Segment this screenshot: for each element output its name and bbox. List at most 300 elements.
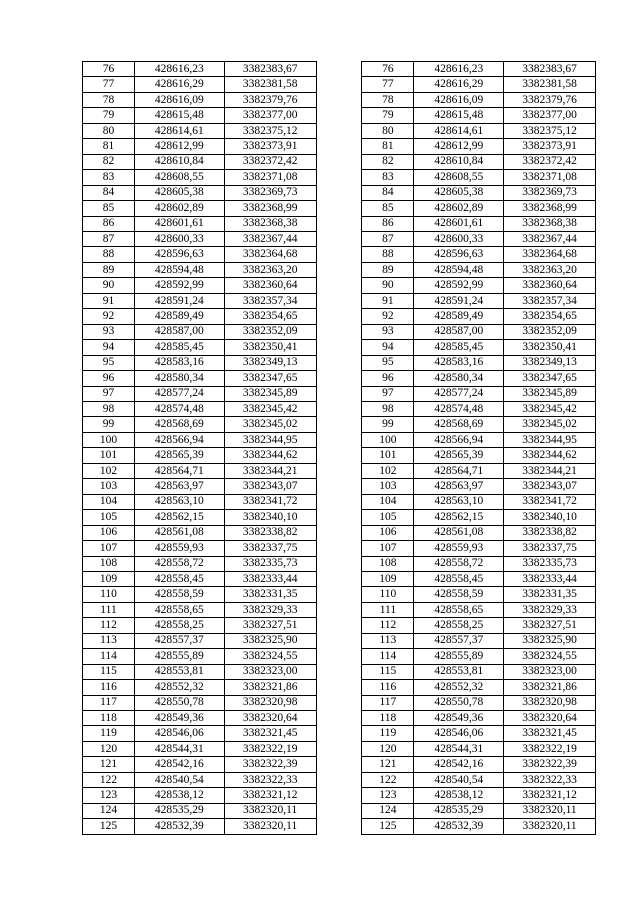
- table-row: [83, 803, 596, 818]
- table-row: [83, 571, 596, 586]
- right-y-coordinate-cell: 3382375,12: [504, 123, 596, 138]
- left-point-number-cell: 86: [83, 216, 135, 231]
- column-gap: [316, 386, 362, 401]
- left-y-coordinate-cell: 3382381,58: [224, 77, 316, 92]
- right-x-coordinate-cell: 428558,65: [414, 602, 504, 617]
- table-row: [83, 772, 596, 787]
- right-point-number-cell: 111: [362, 602, 414, 617]
- right-y-coordinate-cell: 3382333,44: [504, 571, 596, 586]
- column-gap: [316, 371, 362, 386]
- coordinate-table: [82, 61, 596, 835]
- column-gap: [316, 479, 362, 494]
- right-y-coordinate-cell: 3382357,34: [504, 293, 596, 308]
- right-y-coordinate-cell: 3382345,89: [504, 386, 596, 401]
- left-x-coordinate-cell: 428553,81: [135, 664, 225, 679]
- right-x-coordinate-cell: 428600,33: [414, 231, 504, 246]
- left-x-coordinate-cell: 428616,29: [135, 77, 225, 92]
- left-point-number-cell: 117: [83, 695, 135, 710]
- right-point-number-cell: 96: [362, 371, 414, 386]
- right-point-number-cell: 121: [362, 757, 414, 772]
- column-gap: [316, 741, 362, 756]
- right-point-number-cell: 76: [362, 62, 414, 77]
- left-x-coordinate-cell: 428555,89: [135, 649, 225, 664]
- left-y-coordinate-cell: 3382368,99: [224, 201, 316, 216]
- left-point-number-cell: 120: [83, 741, 135, 756]
- table-row: [83, 340, 596, 355]
- right-x-coordinate-cell: 428616,29: [414, 77, 504, 92]
- right-point-number-cell: 87: [362, 231, 414, 246]
- coordinate-table-body: [83, 62, 596, 835]
- right-point-number-cell: 120: [362, 741, 414, 756]
- column-gap: [316, 587, 362, 602]
- right-point-number-cell: 116: [362, 680, 414, 695]
- right-y-coordinate-cell: 3382347,65: [504, 371, 596, 386]
- right-y-coordinate-cell: 3382344,95: [504, 432, 596, 447]
- right-y-coordinate-cell: 3382368,38: [504, 216, 596, 231]
- right-x-coordinate-cell: 428589,49: [414, 309, 504, 324]
- left-y-coordinate-cell: 3382321,45: [224, 726, 316, 741]
- left-point-number-cell: 111: [83, 602, 135, 617]
- column-gap: [316, 278, 362, 293]
- table-row: [83, 185, 596, 200]
- right-y-coordinate-cell: 3382322,19: [504, 741, 596, 756]
- left-point-number-cell: 106: [83, 525, 135, 540]
- table-row: [83, 139, 596, 154]
- left-point-number-cell: 122: [83, 772, 135, 787]
- left-x-coordinate-cell: 428612,99: [135, 139, 225, 154]
- right-y-coordinate-cell: 3382321,45: [504, 726, 596, 741]
- table-row: [83, 726, 596, 741]
- left-point-number-cell: 121: [83, 757, 135, 772]
- table-row: [83, 401, 596, 416]
- left-y-coordinate-cell: 3382345,42: [224, 401, 316, 416]
- table-row: [83, 448, 596, 463]
- left-point-number-cell: 96: [83, 371, 135, 386]
- column-gap: [316, 510, 362, 525]
- table-row: [83, 92, 596, 107]
- right-point-number-cell: 105: [362, 510, 414, 525]
- left-point-number-cell: 81: [83, 139, 135, 154]
- column-gap: [316, 309, 362, 324]
- left-x-coordinate-cell: 428589,49: [135, 309, 225, 324]
- left-y-coordinate-cell: 3382337,75: [224, 541, 316, 556]
- left-x-coordinate-cell: 428564,71: [135, 463, 225, 478]
- table-row: [83, 788, 596, 803]
- table-row: [83, 62, 596, 77]
- left-x-coordinate-cell: 428565,39: [135, 448, 225, 463]
- left-point-number-cell: 95: [83, 355, 135, 370]
- right-point-number-cell: 104: [362, 494, 414, 509]
- right-x-coordinate-cell: 428592,99: [414, 278, 504, 293]
- table-row: [83, 154, 596, 169]
- column-gap: [316, 154, 362, 169]
- right-x-coordinate-cell: 428614,61: [414, 123, 504, 138]
- column-gap: [316, 139, 362, 154]
- right-point-number-cell: 114: [362, 649, 414, 664]
- right-y-coordinate-cell: 3382368,99: [504, 201, 596, 216]
- table-row: [83, 231, 596, 246]
- table-row: [83, 324, 596, 339]
- right-point-number-cell: 101: [362, 448, 414, 463]
- right-y-coordinate-cell: 3382367,44: [504, 231, 596, 246]
- column-gap: [316, 680, 362, 695]
- column-gap: [316, 170, 362, 185]
- right-y-coordinate-cell: 3382325,90: [504, 633, 596, 648]
- column-gap: [316, 541, 362, 556]
- left-y-coordinate-cell: 3382327,51: [224, 618, 316, 633]
- left-point-number-cell: 107: [83, 541, 135, 556]
- right-x-coordinate-cell: 428565,39: [414, 448, 504, 463]
- right-y-coordinate-cell: 3382345,02: [504, 417, 596, 432]
- left-x-coordinate-cell: 428616,23: [135, 62, 225, 77]
- left-x-coordinate-cell: 428546,06: [135, 726, 225, 741]
- right-y-coordinate-cell: 3382354,65: [504, 309, 596, 324]
- right-point-number-cell: 115: [362, 664, 414, 679]
- right-point-number-cell: 108: [362, 556, 414, 571]
- left-x-coordinate-cell: 428591,24: [135, 293, 225, 308]
- left-point-number-cell: 76: [83, 62, 135, 77]
- right-x-coordinate-cell: 428568,69: [414, 417, 504, 432]
- table-row: [83, 757, 596, 772]
- left-point-number-cell: 100: [83, 432, 135, 447]
- left-point-number-cell: 78: [83, 92, 135, 107]
- left-y-coordinate-cell: 3382340,10: [224, 510, 316, 525]
- table-row: [83, 355, 596, 370]
- right-y-coordinate-cell: 3382337,75: [504, 541, 596, 556]
- left-y-coordinate-cell: 3382368,38: [224, 216, 316, 231]
- left-point-number-cell: 77: [83, 77, 135, 92]
- right-y-coordinate-cell: 3382363,20: [504, 262, 596, 277]
- table-row: [83, 680, 596, 695]
- left-point-number-cell: 124: [83, 803, 135, 818]
- right-y-coordinate-cell: 3382322,33: [504, 772, 596, 787]
- left-y-coordinate-cell: 3382333,44: [224, 571, 316, 586]
- right-y-coordinate-cell: 3382340,10: [504, 510, 596, 525]
- left-y-coordinate-cell: 3382335,73: [224, 556, 316, 571]
- table-row: [83, 525, 596, 540]
- left-y-coordinate-cell: 3382322,33: [224, 772, 316, 787]
- left-point-number-cell: 110: [83, 587, 135, 602]
- table-row: [83, 108, 596, 123]
- right-y-coordinate-cell: 3382320,11: [504, 803, 596, 818]
- column-gap: [316, 633, 362, 648]
- right-x-coordinate-cell: 428564,71: [414, 463, 504, 478]
- right-x-coordinate-cell: 428558,72: [414, 556, 504, 571]
- right-y-coordinate-cell: 3382320,11: [504, 819, 596, 834]
- column-gap: [316, 355, 362, 370]
- left-x-coordinate-cell: 428574,48: [135, 401, 225, 416]
- left-y-coordinate-cell: 3382325,90: [224, 633, 316, 648]
- left-point-number-cell: 94: [83, 340, 135, 355]
- right-y-coordinate-cell: 3382352,09: [504, 324, 596, 339]
- left-point-number-cell: 89: [83, 262, 135, 277]
- right-y-coordinate-cell: 3382320,98: [504, 695, 596, 710]
- right-y-coordinate-cell: 3382321,12: [504, 788, 596, 803]
- right-point-number-cell: 93: [362, 324, 414, 339]
- table-row: [83, 417, 596, 432]
- right-y-coordinate-cell: 3382383,67: [504, 62, 596, 77]
- right-x-coordinate-cell: 428580,34: [414, 371, 504, 386]
- left-y-coordinate-cell: 3382321,86: [224, 680, 316, 695]
- left-x-coordinate-cell: 428558,72: [135, 556, 225, 571]
- right-point-number-cell: 98: [362, 401, 414, 416]
- left-x-coordinate-cell: 428558,25: [135, 618, 225, 633]
- right-point-number-cell: 94: [362, 340, 414, 355]
- left-y-coordinate-cell: 3382321,12: [224, 788, 316, 803]
- table-row: [83, 247, 596, 262]
- right-y-coordinate-cell: 3382327,51: [504, 618, 596, 633]
- column-gap: [316, 649, 362, 664]
- table-row: [83, 618, 596, 633]
- right-point-number-cell: 86: [362, 216, 414, 231]
- right-point-number-cell: 92: [362, 309, 414, 324]
- left-y-coordinate-cell: 3382377,00: [224, 108, 316, 123]
- right-point-number-cell: 118: [362, 711, 414, 726]
- left-point-number-cell: 109: [83, 571, 135, 586]
- right-y-coordinate-cell: 3382331,35: [504, 587, 596, 602]
- right-point-number-cell: 90: [362, 278, 414, 293]
- left-y-coordinate-cell: 3382347,65: [224, 371, 316, 386]
- right-x-coordinate-cell: 428535,29: [414, 803, 504, 818]
- right-point-number-cell: 124: [362, 803, 414, 818]
- left-point-number-cell: 93: [83, 324, 135, 339]
- left-x-coordinate-cell: 428583,16: [135, 355, 225, 370]
- table-row: [83, 819, 596, 834]
- right-x-coordinate-cell: 428549,36: [414, 711, 504, 726]
- column-gap: [316, 571, 362, 586]
- left-point-number-cell: 104: [83, 494, 135, 509]
- right-x-coordinate-cell: 428615,48: [414, 108, 504, 123]
- right-x-coordinate-cell: 428559,93: [414, 541, 504, 556]
- left-point-number-cell: 103: [83, 479, 135, 494]
- left-y-coordinate-cell: 3382329,33: [224, 602, 316, 617]
- left-x-coordinate-cell: 428550,78: [135, 695, 225, 710]
- left-y-coordinate-cell: 3382320,64: [224, 711, 316, 726]
- right-x-coordinate-cell: 428596,63: [414, 247, 504, 262]
- left-y-coordinate-cell: 3382357,34: [224, 293, 316, 308]
- column-gap: [316, 726, 362, 741]
- right-point-number-cell: 99: [362, 417, 414, 432]
- right-x-coordinate-cell: 428558,25: [414, 618, 504, 633]
- right-point-number-cell: 122: [362, 772, 414, 787]
- right-y-coordinate-cell: 3382344,21: [504, 463, 596, 478]
- right-x-coordinate-cell: 428553,81: [414, 664, 504, 679]
- right-y-coordinate-cell: 3382335,73: [504, 556, 596, 571]
- table-row: [83, 587, 596, 602]
- table-row: [83, 309, 596, 324]
- column-gap: [316, 401, 362, 416]
- left-y-coordinate-cell: 3382322,39: [224, 757, 316, 772]
- column-gap: [316, 602, 362, 617]
- column-gap: [316, 618, 362, 633]
- right-y-coordinate-cell: 3382323,00: [504, 664, 596, 679]
- left-point-number-cell: 105: [83, 510, 135, 525]
- left-y-coordinate-cell: 3382343,07: [224, 479, 316, 494]
- left-x-coordinate-cell: 428608,55: [135, 170, 225, 185]
- left-x-coordinate-cell: 428535,29: [135, 803, 225, 818]
- left-point-number-cell: 99: [83, 417, 135, 432]
- right-y-coordinate-cell: 3382341,72: [504, 494, 596, 509]
- left-point-number-cell: 91: [83, 293, 135, 308]
- column-gap: [316, 556, 362, 571]
- left-x-coordinate-cell: 428600,33: [135, 231, 225, 246]
- right-x-coordinate-cell: 428557,37: [414, 633, 504, 648]
- right-point-number-cell: 89: [362, 262, 414, 277]
- table-row: [83, 649, 596, 664]
- right-point-number-cell: 106: [362, 525, 414, 540]
- column-gap: [316, 108, 362, 123]
- right-y-coordinate-cell: 3382322,39: [504, 757, 596, 772]
- right-point-number-cell: 79: [362, 108, 414, 123]
- right-y-coordinate-cell: 3382373,91: [504, 139, 596, 154]
- right-x-coordinate-cell: 428558,59: [414, 587, 504, 602]
- right-x-coordinate-cell: 428605,38: [414, 185, 504, 200]
- right-x-coordinate-cell: 428558,45: [414, 571, 504, 586]
- column-gap: [316, 772, 362, 787]
- right-x-coordinate-cell: 428587,00: [414, 324, 504, 339]
- left-x-coordinate-cell: 428616,09: [135, 92, 225, 107]
- left-x-coordinate-cell: 428580,34: [135, 371, 225, 386]
- left-y-coordinate-cell: 3382345,02: [224, 417, 316, 432]
- left-y-coordinate-cell: 3382375,12: [224, 123, 316, 138]
- left-point-number-cell: 108: [83, 556, 135, 571]
- right-y-coordinate-cell: 3382349,13: [504, 355, 596, 370]
- right-point-number-cell: 109: [362, 571, 414, 586]
- right-point-number-cell: 123: [362, 788, 414, 803]
- right-x-coordinate-cell: 428563,10: [414, 494, 504, 509]
- left-x-coordinate-cell: 428563,10: [135, 494, 225, 509]
- right-point-number-cell: 77: [362, 77, 414, 92]
- left-y-coordinate-cell: 3382331,35: [224, 587, 316, 602]
- column-gap: [316, 494, 362, 509]
- right-point-number-cell: 78: [362, 92, 414, 107]
- left-y-coordinate-cell: 3382352,09: [224, 324, 316, 339]
- right-y-coordinate-cell: 3382360,64: [504, 278, 596, 293]
- column-gap: [316, 185, 362, 200]
- right-point-number-cell: 85: [362, 201, 414, 216]
- table-row: [83, 216, 596, 231]
- right-x-coordinate-cell: 428552,32: [414, 680, 504, 695]
- left-x-coordinate-cell: 428568,69: [135, 417, 225, 432]
- left-x-coordinate-cell: 428587,00: [135, 324, 225, 339]
- left-x-coordinate-cell: 428540,54: [135, 772, 225, 787]
- column-gap: [316, 788, 362, 803]
- left-y-coordinate-cell: 3382344,21: [224, 463, 316, 478]
- column-gap: [316, 62, 362, 77]
- column-gap: [316, 711, 362, 726]
- left-x-coordinate-cell: 428532,39: [135, 819, 225, 834]
- right-point-number-cell: 81: [362, 139, 414, 154]
- left-y-coordinate-cell: 3382345,89: [224, 386, 316, 401]
- left-y-coordinate-cell: 3382363,20: [224, 262, 316, 277]
- left-y-coordinate-cell: 3382349,13: [224, 355, 316, 370]
- table-row: [83, 556, 596, 571]
- right-y-coordinate-cell: 3382344,62: [504, 448, 596, 463]
- column-gap: [316, 695, 362, 710]
- left-x-coordinate-cell: 428577,24: [135, 386, 225, 401]
- left-x-coordinate-cell: 428566,94: [135, 432, 225, 447]
- left-y-coordinate-cell: 3382344,62: [224, 448, 316, 463]
- right-y-coordinate-cell: 3382343,07: [504, 479, 596, 494]
- right-x-coordinate-cell: 428532,39: [414, 819, 504, 834]
- left-x-coordinate-cell: 428549,36: [135, 711, 225, 726]
- right-x-coordinate-cell: 428540,54: [414, 772, 504, 787]
- right-y-coordinate-cell: 3382345,42: [504, 401, 596, 416]
- right-x-coordinate-cell: 428591,24: [414, 293, 504, 308]
- right-point-number-cell: 84: [362, 185, 414, 200]
- column-gap: [316, 340, 362, 355]
- left-point-number-cell: 115: [83, 664, 135, 679]
- left-x-coordinate-cell: 428601,61: [135, 216, 225, 231]
- left-y-coordinate-cell: 3382367,44: [224, 231, 316, 246]
- column-gap: [316, 247, 362, 262]
- left-x-coordinate-cell: 428538,12: [135, 788, 225, 803]
- left-x-coordinate-cell: 428615,48: [135, 108, 225, 123]
- right-x-coordinate-cell: 428566,94: [414, 432, 504, 447]
- right-y-coordinate-cell: 3382371,08: [504, 170, 596, 185]
- column-gap: [316, 77, 362, 92]
- right-x-coordinate-cell: 428610,84: [414, 154, 504, 169]
- right-x-coordinate-cell: 428616,09: [414, 92, 504, 107]
- table-row: [83, 262, 596, 277]
- right-point-number-cell: 97: [362, 386, 414, 401]
- right-y-coordinate-cell: 3382364,68: [504, 247, 596, 262]
- right-point-number-cell: 102: [362, 463, 414, 478]
- left-y-coordinate-cell: 3382372,42: [224, 154, 316, 169]
- column-gap: [316, 757, 362, 772]
- left-x-coordinate-cell: 428596,63: [135, 247, 225, 262]
- column-gap: [316, 92, 362, 107]
- column-gap: [316, 123, 362, 138]
- right-x-coordinate-cell: 428538,12: [414, 788, 504, 803]
- left-point-number-cell: 90: [83, 278, 135, 293]
- left-point-number-cell: 85: [83, 201, 135, 216]
- right-point-number-cell: 95: [362, 355, 414, 370]
- right-y-coordinate-cell: 3382321,86: [504, 680, 596, 695]
- right-y-coordinate-cell: 3382372,42: [504, 154, 596, 169]
- right-x-coordinate-cell: 428602,89: [414, 201, 504, 216]
- table-row: [83, 432, 596, 447]
- right-point-number-cell: 125: [362, 819, 414, 834]
- column-gap: [316, 525, 362, 540]
- column-gap: [316, 231, 362, 246]
- left-x-coordinate-cell: 428542,16: [135, 757, 225, 772]
- left-point-number-cell: 123: [83, 788, 135, 803]
- left-x-coordinate-cell: 428557,37: [135, 633, 225, 648]
- left-point-number-cell: 88: [83, 247, 135, 262]
- left-point-number-cell: 80: [83, 123, 135, 138]
- table-row: [83, 386, 596, 401]
- left-point-number-cell: 102: [83, 463, 135, 478]
- right-y-coordinate-cell: 3382381,58: [504, 77, 596, 92]
- right-point-number-cell: 110: [362, 587, 414, 602]
- right-point-number-cell: 82: [362, 154, 414, 169]
- right-y-coordinate-cell: 3382329,33: [504, 602, 596, 617]
- left-y-coordinate-cell: 3382383,67: [224, 62, 316, 77]
- right-y-coordinate-cell: 3382320,64: [504, 711, 596, 726]
- left-x-coordinate-cell: 428561,08: [135, 525, 225, 540]
- right-y-coordinate-cell: 3382350,41: [504, 340, 596, 355]
- left-x-coordinate-cell: 428558,59: [135, 587, 225, 602]
- column-gap: [316, 463, 362, 478]
- left-point-number-cell: 101: [83, 448, 135, 463]
- right-y-coordinate-cell: 3382324,55: [504, 649, 596, 664]
- right-point-number-cell: 117: [362, 695, 414, 710]
- right-x-coordinate-cell: 428585,45: [414, 340, 504, 355]
- table-row: [83, 371, 596, 386]
- column-gap: [316, 324, 362, 339]
- table-row: [83, 741, 596, 756]
